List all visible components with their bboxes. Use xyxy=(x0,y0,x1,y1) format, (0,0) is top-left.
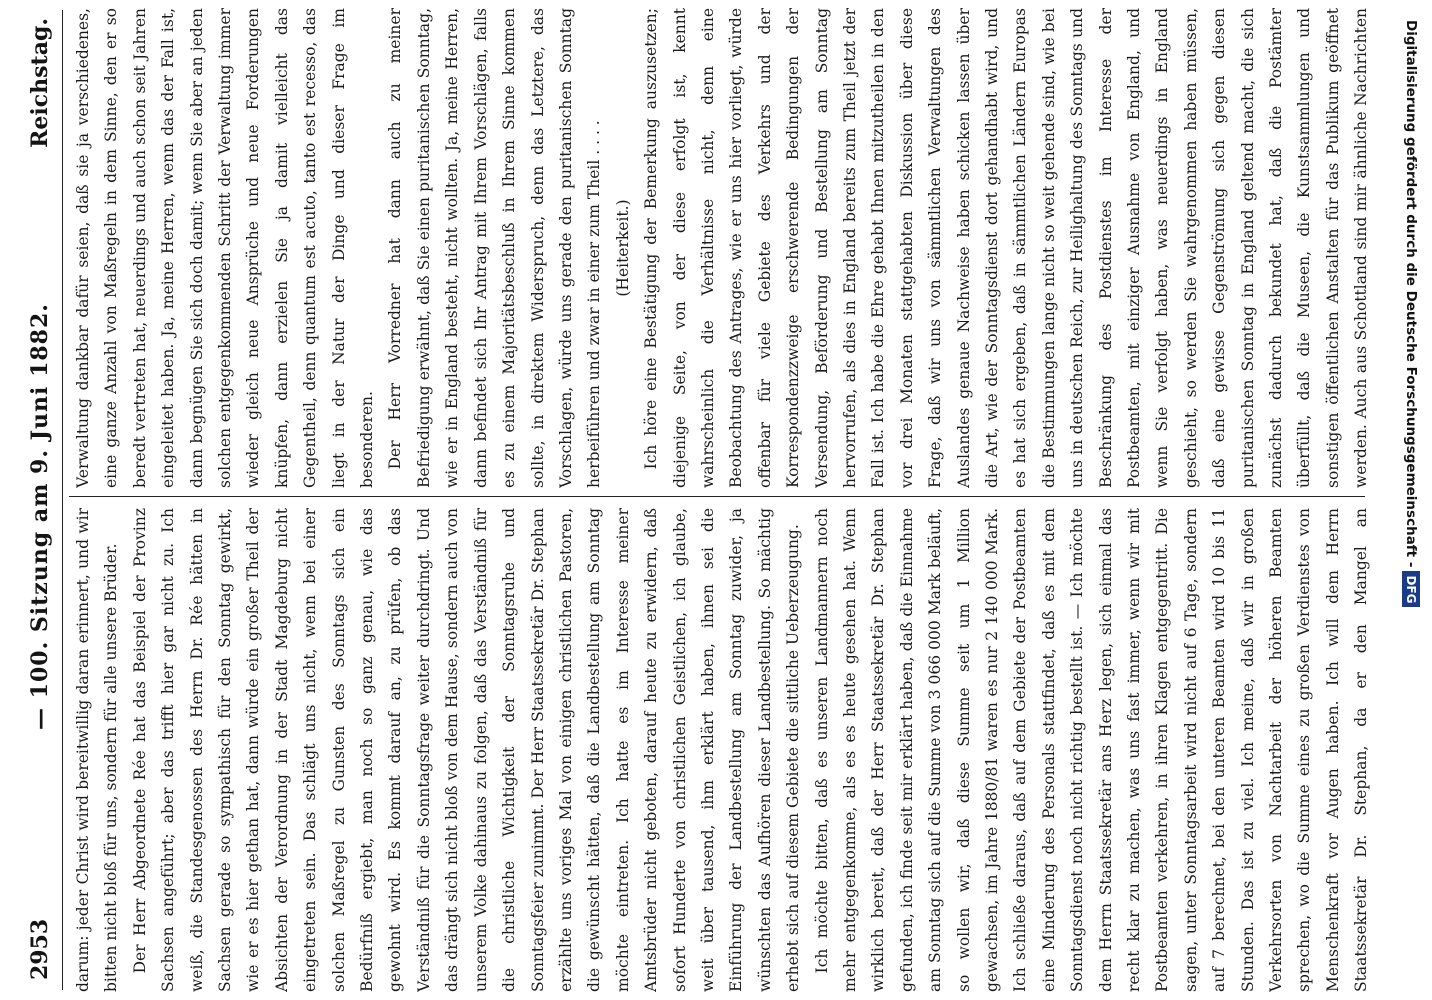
column-divider xyxy=(69,496,1365,497)
left-text-column xyxy=(69,508,1375,992)
right-text-column xyxy=(69,8,1375,488)
dfg-logo: DFG xyxy=(1402,571,1420,607)
paragraph: Ich höre eine Bestätigung der Bemerkung auszusetzen; diejenige Seite, von der diese erfolgt ist, kennt wahrscheinlich die Verhältnisse nicht, denn eine Beobachtung des Antrages, wie er uns hier vorliegt, würde offenbar für viele Gebiete des Verkehrs und der Korrespondenzzweige erschwerende Bedingungen der Versendung, Beförderung und Bestellung am Sonntag hervorrufen, als dies in England bereits zum Theil jetzt der Fall ist. Ich habe die Ehre gehabt Ihnen mitzutheilen in den vor drei Monaten stattgehabten Diskussion über diese Frage, daß wir uns von sämmtlichen Verwaltungen des Auslandes genaue Nachweise haben schicken lassen über die Art, wie der Sonntagsdienst dort gehandhabt wird, und es hat sich ergeben, daß in sämmtlichen Ländern Europas die Bestimmungen lange nicht so weit gehende sind, wie bei uns in deutschen Reich, zur Heilighaltung des Sonntags und Beschränkung des Postdienstes im Interesse der Postbeamten, mit einziger Ausnahme von England, und wenn Sie verfolgt haben, was neuerdings in England geschieht, so werden Sie wahrgenommen haben müssen, daß eine gewisse Gegenströmung sich gegen diesen puritanischen Sonntag in England geltend macht, die sich zunächst dadurch bekundet hat, daß die Postämter überfüllt, daß die Museen, die Kunstsammlungen und sonstigen öffentlichen Anstalten für das Publikum geöffnet werden. Auch aus Schottland sind mir ähnliche Nachrichten xyxy=(642,8,1371,488)
paragraph: Der Herr Abgeordnete Rée hat das Beispiel der Provinz Sachsen angeführt; aber das trifft hier gar nicht zu. Ich weiß, die Standesgenossen des Herrn Dr. Rée hätten in Sachsen gerade so sympathisch für den Sonntag gewirkt, wie er es hier gethan hat, dann würde ein großer Theil der Absichten der Verordnung in der Stadt Magdeburg nicht eingetreten sein. Das schlägt uns nicht, wenn bei einer solchen Maßregel zu Gunsten des Sonntags sich ein Bedürfniß ergiebt, man noch so ganz genau, wie das gewohnt wird. Es kommt darauf an, zu prüfen, ob das Verständniß für die Sonntagsfrage weiter durchdringt. Und das drängt sich nicht bloß von dem Hause, sondern auch von unserem Volke dahinaus zu folgen, daß das Verständniß für die christliche Wichtigkeit der Sonntagsruhe und Sonntagsfeier zunimmt. Der Herr Staatssekretär Dr. Stephan erzählte uns voriges Mal von einigen christlichen Pastoren, die gewünscht hätten, daß die Landbestellung am Sonntag möchte eintreten. Ich hatte es im Interesse meiner Amtsbrüder nicht geboten, darauf heute zu erwidern, daß sofort Hunderte von christlichen Geistlichen, ich glaube, weit über tausend, ihm erklärt haben, ihnen sei die Einführung der Landbestellung am Sonntag zuwider, ja wünschten das Aufhören dieser Landbestellung. So mächtig erhebt sich auf diesem Gebiete die sittliche Ueberzeugung. xyxy=(130,508,803,992)
running-header xyxy=(23,0,59,1000)
funding-notice xyxy=(1396,20,1426,980)
funding-notice-text: Digitalisierung gefördert durch die Deutsche Forschungsgemeinschaft - xyxy=(1403,20,1419,568)
page-number: 2953 xyxy=(27,918,53,980)
header-left-title: Reichstag. xyxy=(27,18,53,148)
paragraph: Ich möchte bitten, daß es unseren Landmannern noch mehr entgegenkomme, als es es heute gesehen hat. Wenn wirklich bereit, daß der Herr Staatssekretär Dr. Stephan gefunden, ich finde seit mir erklärt haben, daß die Einnahme am Sonntag sich auf die Summe von 3 066 000 Mark beläuft, so wollen wir, daß diese Summe seit um 1 Million gewachsen, im Jahre 1880/81 waren es nur 2 140 000 Mark. Ich schließe daraus, daß auf dem Gebiete der Postbeamten eine Minderung des Personals stattfindet, daß es mit dem Sonntagsdienst noch nicht richtig bestellt ist. — Ich möchte dem Herrn Staatssekretär ans Herz legen, sich einmal das recht klar zu machen, was uns fast immer, wenn wir mit Postbeamten verkehren, in ihren Klagen entgegentritt. Die sagen, unter Sonntagsarbeit wird nicht auf 6 Tage, sondern auf 7 berechnet, bei den unteren Beamten wird 10 bis 11 Stunden. Das ist zu viel. Ich meine, daß wir in großen Verkehrsorten von Nachtarbeit der höheren Beamten sprechen, wo die Summe eines zu großen Verdienstes von Menschenkraft vor Augen haben. Ich will dem Herrn Staatssekretär Dr. Stephan, da er den Mangel an xyxy=(812,508,1371,992)
header-rule xyxy=(62,10,63,990)
paragraph: Der Herr Vorredner hat dann auch zu meiner Befriedigung erwähnt, daß Sie einen puritanischen Sonntag, wie er in England besteht, nicht wollten. Ja, meine Herren, dann befindet sich Ihr Antrag mit Ihrem Vorschlägen, falls es zu einem Majoritätsbeschluß in Ihrem Sinne kommen sollte, in direktem Widerspruch, denn das Letztere, das Vorschlagen, würde uns gerade den puritanischen Sonntag herbeiführen und zwar in einer zum Theil . . . . xyxy=(386,8,604,488)
applause-note: (Heiterkeit.) xyxy=(613,199,632,297)
paragraph: darum: jeder Christ wird bereitwillig daran erinnert, und wir bitten nicht bloß für uns, sondern für alle unsere Brüder. xyxy=(74,508,121,992)
paragraph: Verwaltung dankbar dafür seien, daß sie ja verschiedenes, eine ganze Anzahl von Maßregeln in dem Sinne, den er so beredt vertreten hat, neuerdings und auch schon seit Jahren eingeleitet haben. Ja, meine Herren, wenn das der Fall ist, dann begnügen Sie sich doch damit; wenn Sie aber an jeden solchen entgegenkommenden Schritt der Verwaltung immer wieder gleich neue Ansprüche und neue Forderungen knüpfen, dann erzielen Sie ja damit vielleicht das Gegentheil, denn quantum est acuto, tanto est recesso, das liegt in der Natur der Dinge und dieser Frage im besonderen. xyxy=(74,8,377,488)
header-session-title: — 100. Sitzung am 9. Juni 1882. xyxy=(27,303,53,730)
